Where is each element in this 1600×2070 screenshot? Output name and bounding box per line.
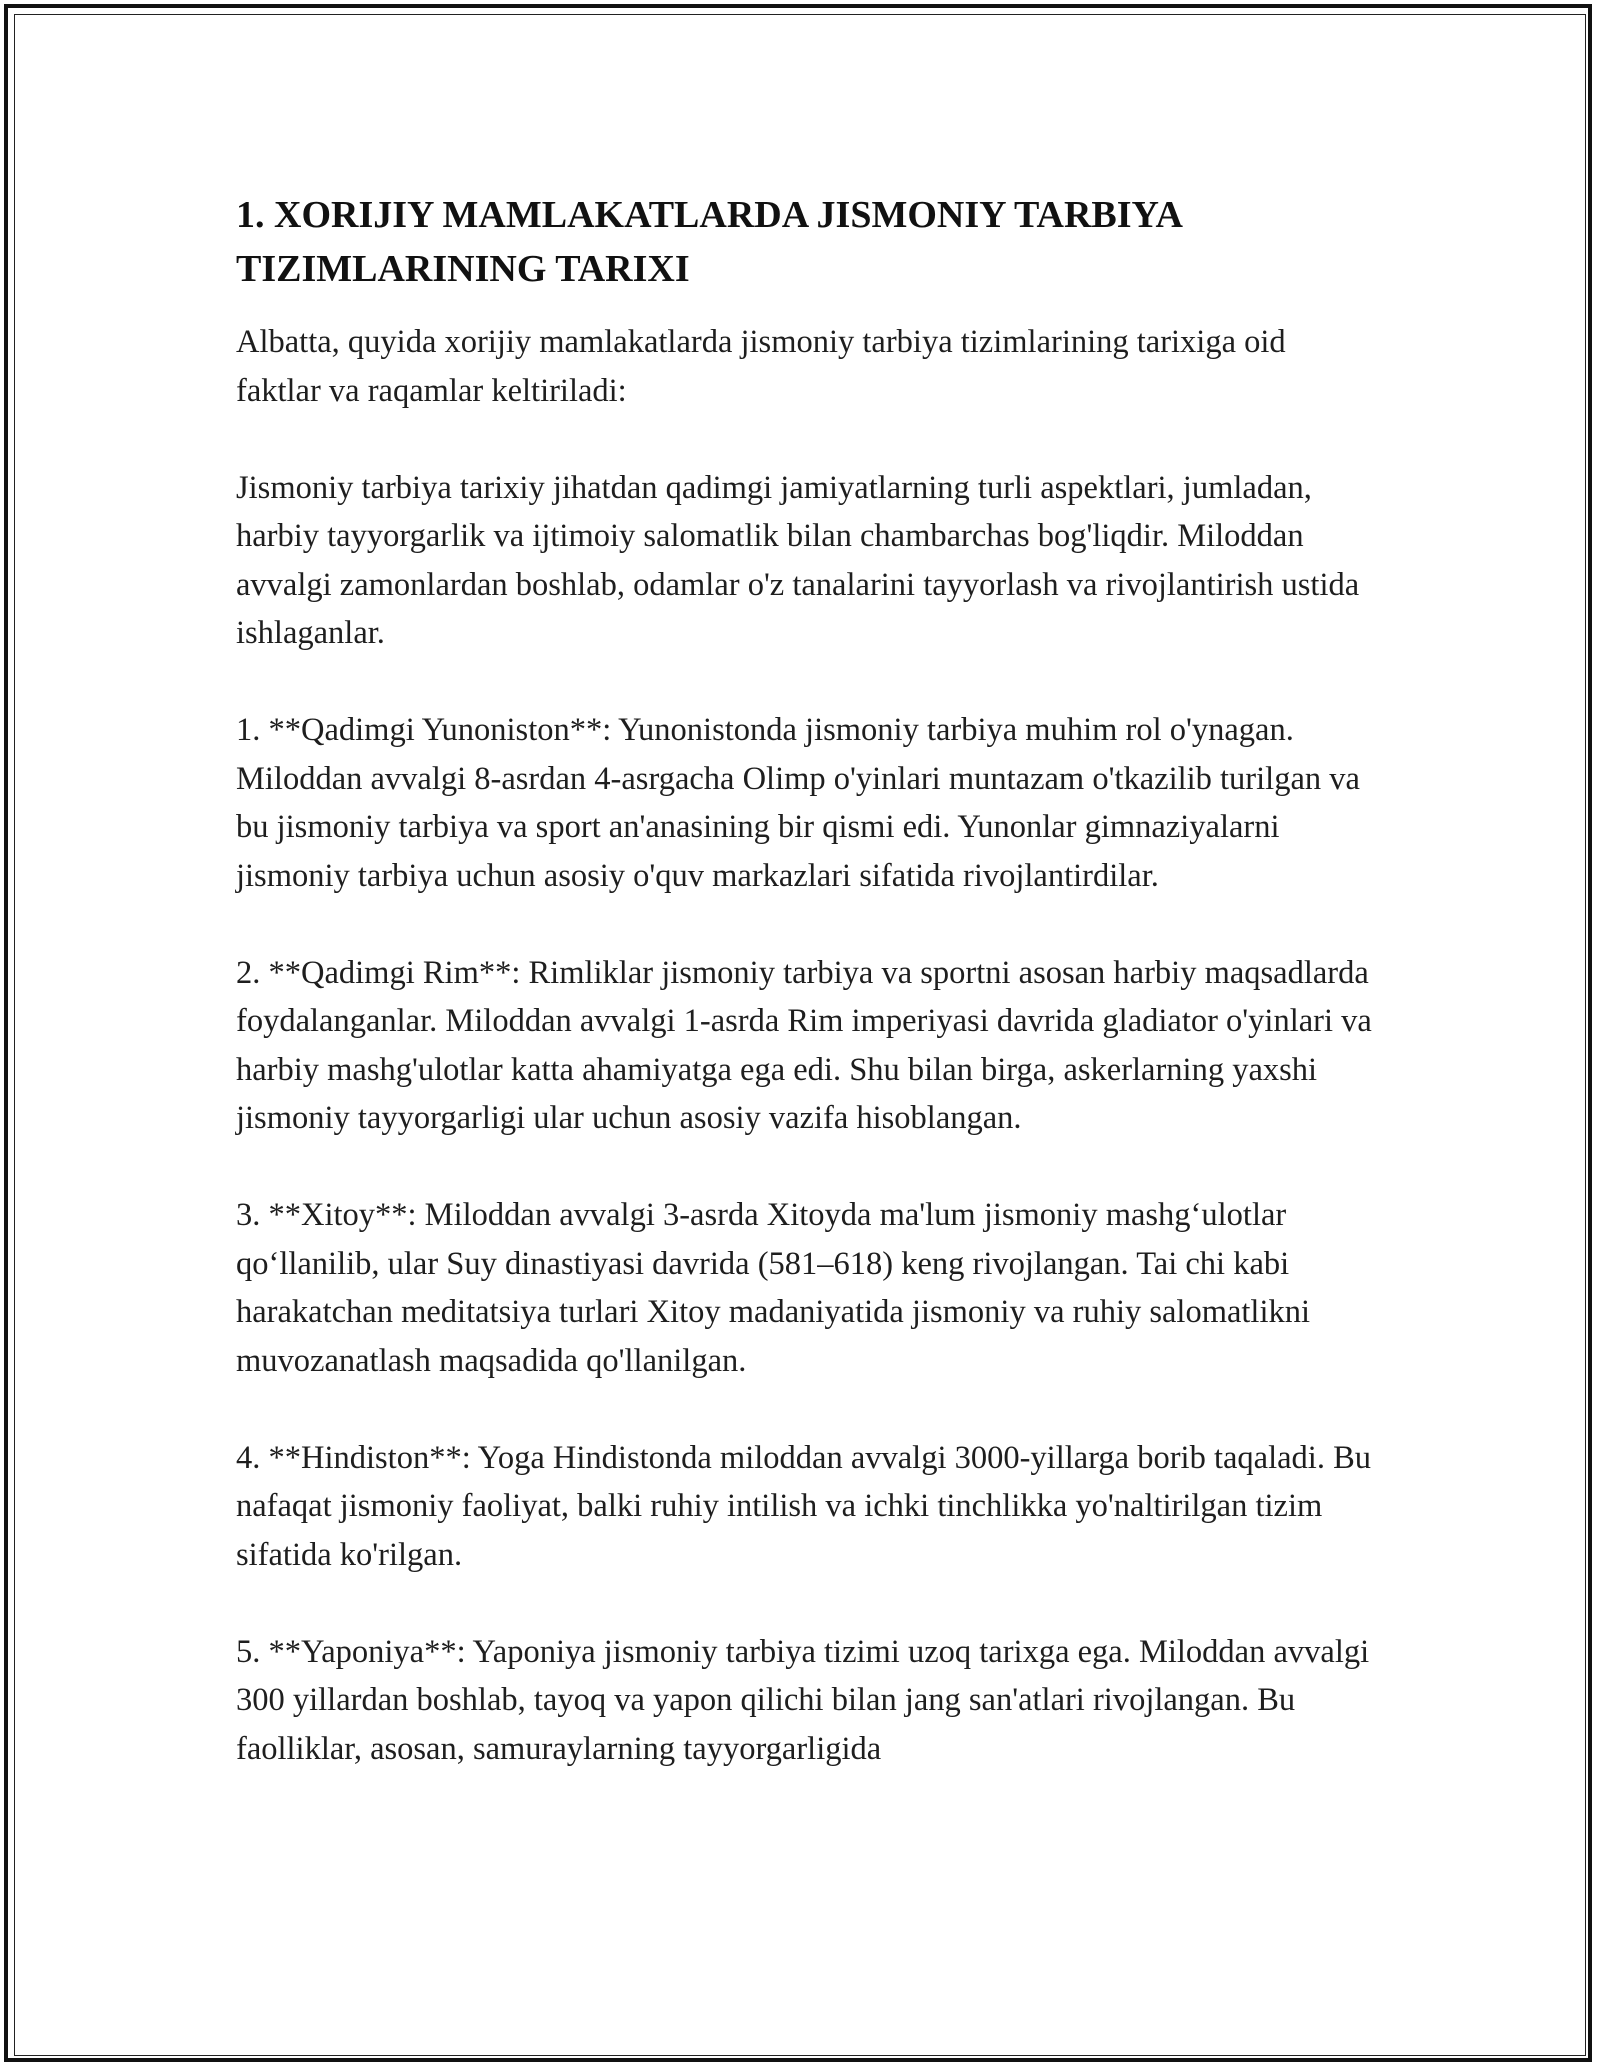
list-item-greece: 1. **Qadimgi Yunoniston**: Yunonistonda jismoniy tarbiya muhim rol o'ynagan. Miloddan avvalgi 8-asrdan 4-asrgacha Olimp o'yinlari muntazam o'tkazilib turilgan va bu jismoniy tarbiya va sport an'anasining bir qismi edi. Yunonlar gimnaziyalarni jismoniy tarbiya uchun asosiy o'quv markazlari sifatida rivojlantirdilar. [236,712,1360,894]
list-item-rome: 2. **Qadimgi Rim**: Rimliklar jismoniy tarbiya va sportni asosan harbiy maqsadlarda foydalanganlar. Miloddan avvalgi 1-asrda Rim imperiyasi davrida gladiator o'yinlari va harbiy mashg'ulotlar katta ahamiyatga ega edi. Shu bilan birga, askerlarning yaxshi jismoniy tayyorgarligi ular uchun asosiy vazifa hisoblangan. [236,954,1372,1136]
list-item-china: 3. **Xitoy**: Miloddan avvalgi 3-asrda Xitoyda ma'lum jismoniy mashg‘ulotlar qo‘llanilib, ular Suy dinastiyasi davrida (581–618) keng rivojlangan. Tai chi kabi harakatchan meditatsiya turlari Xitoy madaniyatida jismoniy va ruhiy salomatlikni muvozanatlash maqsadida qo'llanilgan. [236,1197,1311,1379]
overview-paragraph: Jismoniy tarbiya tarixiy jihatdan qadimgi jamiyatlarning turli aspektlari, jumladan, harbiy tayyorgarlik va ijtimoiy salomatlik bilan chambarchas bog'liqdir. Miloddan avvalgi zamonlardan boshlab, odamlar o'z tanalarini tayyorlash va rivojlantirish ustida ishlaganlar. [236,469,1360,651]
list-item-japan: 5. **Yaponiya**: Yaponiya jismoniy tarbiya tizimi uzoq tarixga ega. Miloddan avvalgi 300 yillardan boshlab, tayoq va yapon qilichi bilan jang san'atlari rivojlangan. Bu faolliklar, asosan, samuraylarning tayyorgarligida [236,1633,1370,1767]
intro-paragraph: Albatta, quyida xorijiy mamlakatlarda jismoniy tarbiya tizimlarining tarixiga oid faktlar va raqamlar keltiriladi: [236,324,1286,409]
document-body [236,188,1376,1822]
list-item-india: 4. **Hindiston**: Yoga Hindistonda miloddan avvalgi 3000-yillarga borib taqaladi. Bu nafaqat jismoniy faoliyat, balki ruhiy intilish va ichki tinchlikka yo'naltirilgan tizim sifatida ko'rilgan. [236,1439,1371,1573]
section-heading: 1. XORIJIY MAMLAKATLARDA JISMONIY TARBIYA TIZIMLARINING TARIXI [236,194,1181,290]
